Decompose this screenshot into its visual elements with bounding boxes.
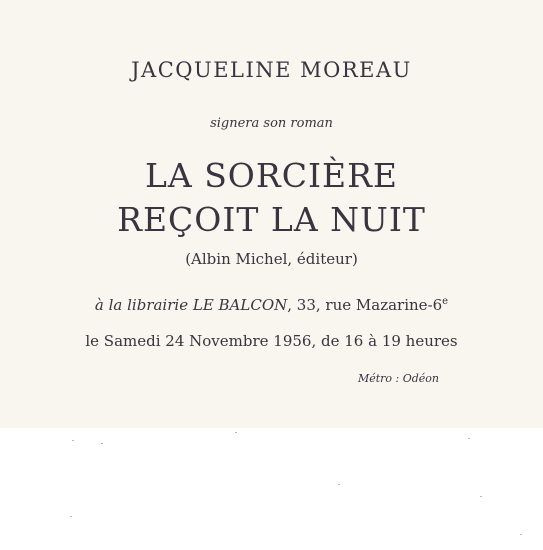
metro-info <box>358 372 439 385</box>
blank-area <box>0 428 543 550</box>
metro-label: Métro : <box>357 372 400 385</box>
book-title-line-1: LA SORCIÈRE <box>144 156 399 195</box>
event-date: le Samedi 24 Novembre 1956, de 16 à 19 heures <box>85 332 458 350</box>
venue-name: LE BALCON <box>192 296 288 314</box>
paper-speck <box>338 484 340 485</box>
metro-station: Odéon <box>399 372 439 385</box>
venue-prefix: à la librairie <box>94 296 193 314</box>
book-title-line-2: REÇOIT LA NUIT <box>117 200 426 239</box>
paper-speck <box>468 438 470 439</box>
publisher: (Albin Michel, éditeur) <box>185 250 358 268</box>
subtitle: signera son roman <box>210 116 333 131</box>
author-name: JACQUELINE MOREAU <box>131 58 412 82</box>
venue-line <box>0 296 543 314</box>
paper-speck <box>101 443 103 444</box>
venue-address: , 33, rue Mazarine-6 <box>287 296 443 314</box>
paper-speck <box>72 440 74 441</box>
paper-speck <box>480 496 482 497</box>
paper-speck <box>70 516 72 517</box>
paper-speck <box>520 534 522 535</box>
venue-suffix: e <box>442 296 449 307</box>
paper-speck <box>235 432 237 433</box>
